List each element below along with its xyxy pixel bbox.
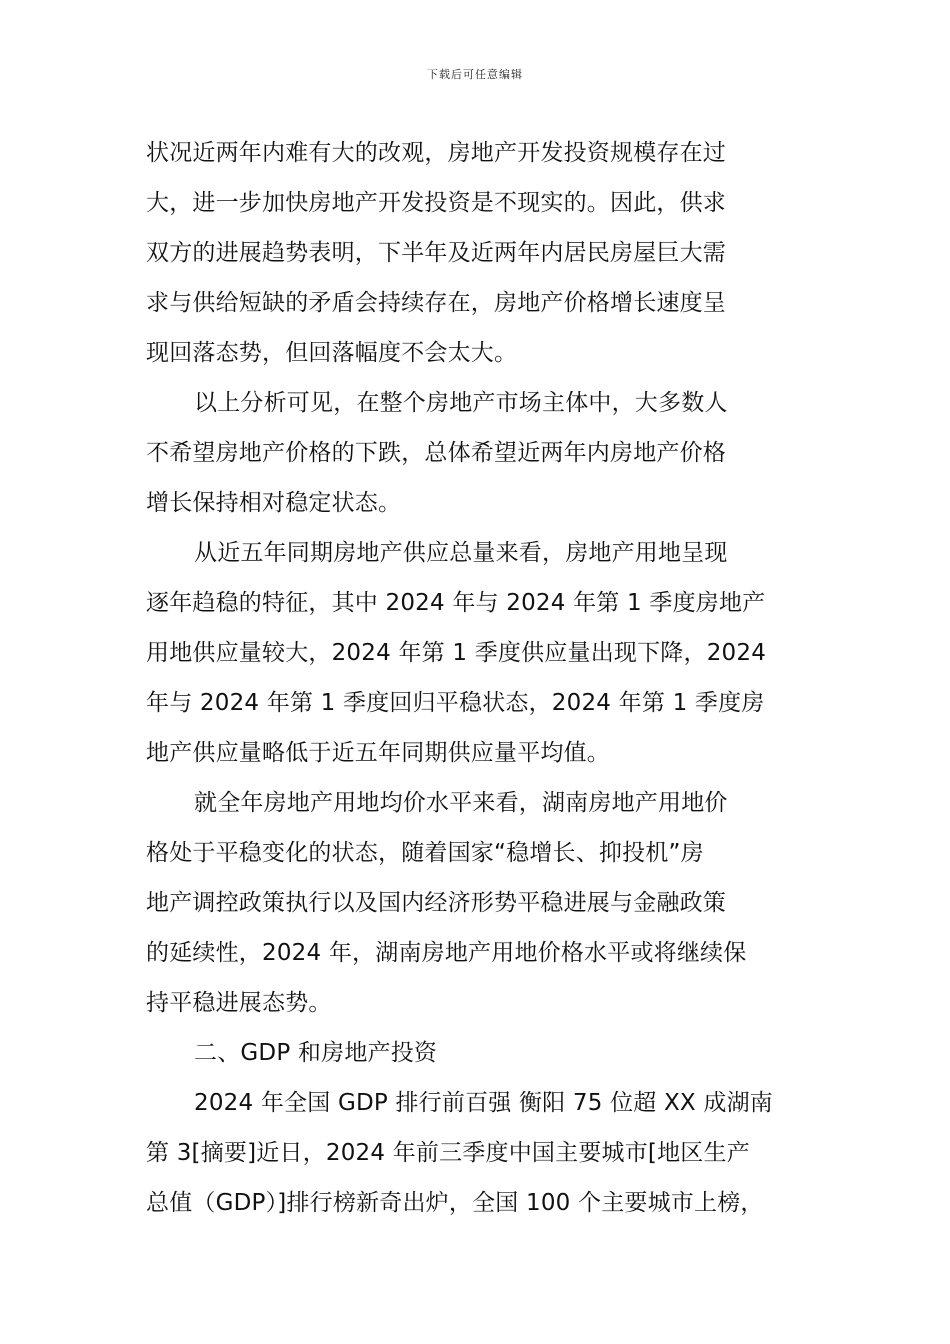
text-line: 第 3[摘要]近日，2024 年前三季度中国主要城市[地区生产 [146,1140,750,1166]
text-line: 求与供给短缺的矛盾会持续存在，房地产价格增长速度呈 [146,290,726,316]
text-line: 以上分析可见，在整个房地产市场主体中，大多数人 [194,390,728,416]
text-line: 大，进一步加快房地产开发投资是不现实的。因此，供求 [146,190,726,216]
section-heading [146,1028,808,1078]
paragraph [146,378,808,528]
text-line: 双方的进展趋势表明，下半年及近两年内居民房屋巨大需 [146,240,726,266]
text-line: 逐年趋稳的特征，其中 2024 年与 2024 年第 1 季度房地产 [146,590,766,616]
text-line: 增长保持相对稳定状态。 [146,490,402,516]
text-line: 持平稳进展态势。 [146,990,332,1016]
page-header: 下载后可任意编辑 [427,68,523,81]
text-line: 不希望房地产价格的下跌，总体希望近两年内房地产价格 [146,440,726,466]
text-line: 年与 2024 年第 1 季度回归平稳状态，2024 年第 1 季度房 [146,690,765,716]
text-line: 总值（GDP）]排行榜新奇出炉，全国 100 个主要城市上榜， [146,1190,764,1216]
text-line: 地产调控政策执行以及国内经济形势平稳进展与金融政策 [146,890,726,916]
paragraph [146,778,808,1028]
paragraph [146,1078,808,1228]
section-heading-text: 二、GDP 和房地产投资 [194,1040,438,1066]
text-line: 的延续性，2024 年，湖南房地产用地价格水平或将继续保 [146,940,747,966]
text-line: 从近五年同期房地产供应总量来看，房地产用地呈现 [194,540,728,566]
text-line: 现回落态势，但回落幅度不会太大。 [146,340,518,366]
text-line: 地产供应量略低于近五年同期供应量平均值。 [146,740,610,766]
text-line: 状况近两年内难有大的改观，房地产开发投资规模存在过 [146,140,726,166]
document-body [146,128,808,1228]
text-line: 2024 年全国 GDP 排行前百强 衡阳 75 位超 XX 成湖南 [194,1090,774,1116]
text-line: 用地供应量较大，2024 年第 1 季度供应量出现下降，2024 [146,640,767,666]
paragraph [146,528,808,778]
paragraph [146,128,808,378]
text-line: 就全年房地产用地均价水平来看，湖南房地产用地价 [194,790,728,816]
text-line: 格处于平稳变化的状态，随着国家“稳增长、抑投机”房 [146,840,704,866]
